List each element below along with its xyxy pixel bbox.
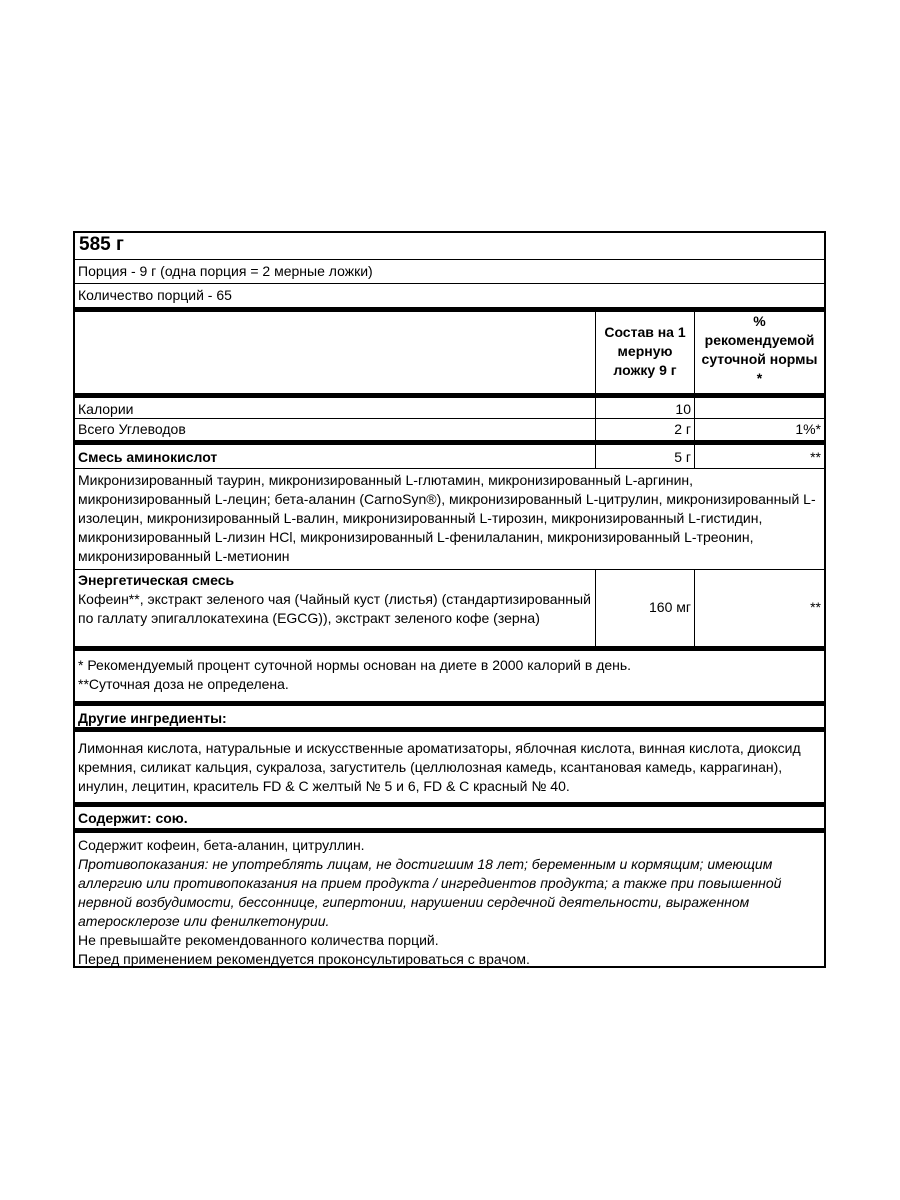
amino-blend-name: Смесь аминокислот xyxy=(75,445,596,468)
allergen-statement: Содержит: сою. xyxy=(78,810,188,826)
column-header-per-serving: Состав на 1 мерную ложку 9 г xyxy=(596,312,695,393)
net-weight: 585 г xyxy=(79,234,124,255)
contraindications: Противопоказания: не употреблять лицам, не достигшим 18 лет; беременным и кормящим; имеющим аллергию или противопоказания на прием продукта / ингредиентов продукта; а также при повышенной нервной возбудимости, бессоннице, гипертонии, нарушении сердечной деятельности, выраженном атеросклерозе или фенилкетонурии. xyxy=(78,856,782,929)
nutrient-dv: 1%* xyxy=(795,421,821,437)
other-ingredients-row xyxy=(75,727,824,802)
footnotes-row xyxy=(75,646,824,701)
nutrient-row-calories xyxy=(75,393,824,418)
energy-blend-cell xyxy=(75,570,596,646)
footnote-dv: * Рекомендуемый процент суточной нормы основан на диете в 2000 калорий в день. xyxy=(78,657,632,673)
dosage-warning: Не превышайте рекомендованного количества порций. xyxy=(78,932,439,948)
energy-blend-row xyxy=(75,569,824,646)
amino-blend-amount: 5 г xyxy=(596,445,695,468)
warnings-row xyxy=(75,828,824,966)
energy-blend-dv: ** xyxy=(810,599,821,615)
nutrient-amount: 2 г xyxy=(596,419,695,440)
other-ingredients-heading-row xyxy=(75,701,824,727)
nutrient-name: Калории xyxy=(75,398,596,418)
contains-row xyxy=(75,802,824,828)
amino-blend-dv: ** xyxy=(810,449,821,465)
other-ingredients-text: Лимонная кислота, натуральные и искусственные ароматизаторы, яблочная кислота, винная кислота, диоксид кремния, силикат кальция, сукралоза, загуститель (целлюлозная камедь, ксантановая камедь, каррагинан), инулин, лецитин, краситель FD & C желтый № 5 и 6, FD & C красный № 40. xyxy=(78,740,801,794)
nutrient-row-carbs xyxy=(75,418,824,440)
serving-row xyxy=(75,259,824,283)
column-header-daily-value: % рекомендуемой суточной нормы * xyxy=(701,313,818,386)
nutrient-amount: 10 xyxy=(596,398,695,418)
consult-doctor: Перед применением рекомендуется проконсультироваться с врачом. xyxy=(78,951,530,967)
energy-blend-amount: 160 мг xyxy=(596,570,695,646)
column-header-row xyxy=(75,307,824,393)
amino-ingredients-row xyxy=(75,468,824,569)
other-ingredients-heading: Другие ингредиенты: xyxy=(78,710,227,726)
footnote-undefined: **Суточная доза не определена. xyxy=(78,676,289,692)
amino-blend-row xyxy=(75,440,824,468)
nutrient-dv xyxy=(695,398,824,418)
serving-size: Порция - 9 г (одна порция = 2 мерные ложки) xyxy=(78,263,373,279)
supplement-facts-label xyxy=(73,231,826,968)
energy-blend-ingredients: Кофеин**, экстракт зеленого чая (Чайный куст (листья) (стандартизированный по галлату эпигаллокатехина (EGCG)), экстракт зеленого кофе (зерна) xyxy=(78,591,591,626)
amino-blend-ingredients: Микронизированный таурин, микронизированный L-глютамин, микронизированный L-аргинин, микронизированный L-лецин; бета-аланин (CarnoSyn®), микронизированный L-цитрулин, микронизированный L-изолецин, микронизированный L-валин, микронизированный L-тирозин, микронизированный L-гистидин, микронизированный L-лизин HCl, микронизированный L-фенилаланин, микронизированный L-треонин, микронизированный L-метионин xyxy=(78,472,816,564)
energy-blend-name: Энергетическая смесь xyxy=(78,572,235,588)
column-header-blank xyxy=(75,312,596,393)
servings-count-row xyxy=(75,283,824,307)
stimulants-note: Содержит кофеин, бета-аланин, цитруллин. xyxy=(78,837,365,853)
servings-count: Количество порций - 65 xyxy=(78,287,232,303)
weight-row xyxy=(75,233,824,259)
nutrient-name: Всего Углеводов xyxy=(75,419,596,440)
